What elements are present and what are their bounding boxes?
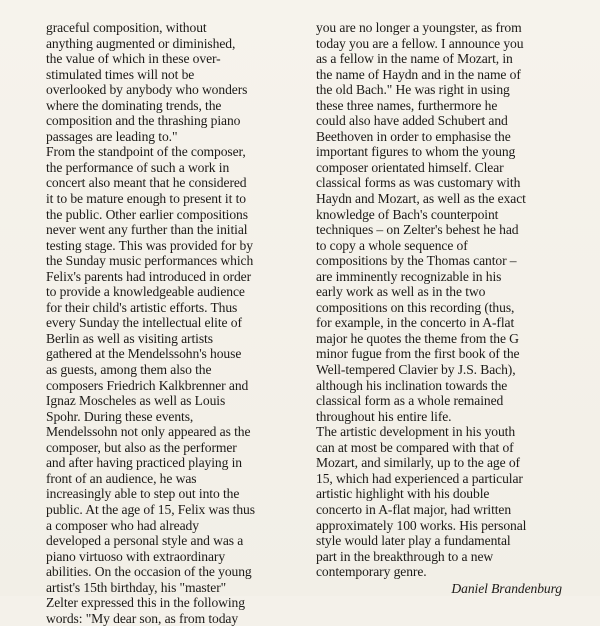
text-line: the performance of such a work in <box>46 159 230 175</box>
text-line: composers Friedrich Kalkbrenner and <box>46 377 249 393</box>
text-line: overlooked by anybody who wonders <box>46 82 248 98</box>
text-line: style would later play a fundamental <box>316 533 511 549</box>
text-line: to copy a whole sequence of <box>316 237 468 253</box>
text-line: composer, but also as the performer <box>46 439 237 455</box>
text-line: contemporary genre. <box>316 564 427 580</box>
text-line: the Sunday music performances which <box>46 253 254 269</box>
text-line: composer orientated himself. Clear <box>316 159 504 175</box>
text-line: From the standpoint of the composer, <box>46 144 246 160</box>
text-line: 15, which had experienced a particular <box>316 470 523 486</box>
text-line: as a fellow in the name of Mozart, in <box>316 51 513 67</box>
text-line: as guests, among them also the <box>46 362 212 378</box>
text-line: knowledge of Bach's counterpoint <box>316 206 499 222</box>
text-line: every Sunday the intellectual elite of <box>46 315 242 331</box>
text-line: concerto in A-flat major, had written <box>316 501 512 517</box>
text-line: Mozart, and similarly, up to the age of <box>316 455 520 471</box>
text-line: stimulated times will not be <box>46 66 195 82</box>
text-line: these three names, furthermore he <box>316 97 498 113</box>
text-line: to provide a knowledgeable audience <box>46 284 245 300</box>
text-line: can at most be compared with that of <box>316 439 514 455</box>
text-line: the value of which in these over- <box>46 51 221 67</box>
text-line: testing stage. This was provided for by <box>46 237 253 253</box>
text-line: increasingly able to step out into the <box>46 486 240 502</box>
text-line: words: "My dear son, as from today <box>46 610 239 626</box>
text-line: gathered at the Mendelssohn's house <box>46 346 242 362</box>
text-line: never went any further than the initial <box>46 222 248 238</box>
text-line: composition and the thrashing piano <box>46 113 241 129</box>
text-line: public. At the age of 15, Felix was thus <box>46 501 255 517</box>
left-column <box>46 20 294 626</box>
text-line: approximately 100 works. His personal <box>316 517 527 533</box>
text-line: abilities. On the occasion of the young <box>46 564 252 580</box>
text-line: classical forms as was customary with <box>316 175 521 191</box>
text-line: Mendelssohn not only appeared as the <box>46 424 251 440</box>
text-line: for example, in the concerto in A-flat <box>316 315 515 331</box>
text-line: Well-tempered Clavier by J.S. Bach), <box>316 362 516 378</box>
text-line: classical form as a whole remained <box>316 393 504 409</box>
text-line: for their child's artistic efforts. Thus <box>46 299 238 315</box>
text-line: the old Bach." He was right in using <box>316 82 510 98</box>
text-line: a composer who had already <box>46 517 199 533</box>
text-line: important figures to whom the young <box>316 144 516 160</box>
text-line: are imminently recognizable in his <box>316 268 502 284</box>
text-line: Ignaz Moscheles as well as Louis <box>46 393 226 409</box>
text-line: passages are leading to." <box>46 128 178 144</box>
text-line: Spohr. During these events, <box>46 408 194 424</box>
text-line: part in the breakthrough to a new <box>316 548 494 564</box>
text-line: artistic highlight with his double <box>316 486 490 502</box>
text-line: developed a personal style and was a <box>46 533 244 549</box>
text-line: Berlin as well as visiting artists <box>46 330 213 346</box>
text-line: you are no longer a youngster, as from <box>316 20 522 35</box>
text-line: concert also meant that he considered <box>46 175 247 191</box>
right-column <box>316 20 564 596</box>
text-line: piano virtuoso with extraordinary <box>46 548 226 564</box>
text-line: artist's 15th birthday, his "master" <box>46 579 227 595</box>
author-signature: Daniel Brandenburg <box>451 580 562 596</box>
text-line: front of an audience, he was <box>46 470 197 486</box>
text-line: today you are a fellow. I announce you <box>316 35 524 51</box>
text-line: where the dominating trends, the <box>46 97 222 113</box>
text-line: graceful composition, without <box>46 20 207 35</box>
text-line: major he quotes the theme from the G <box>316 330 519 346</box>
text-line: Beethoven in order to emphasise the <box>316 128 511 144</box>
text-line: compositions on this recording (thus, <box>316 299 515 315</box>
text-line: the public. Other earlier compositions <box>46 206 248 222</box>
text-line: Felix's parents had introduced in order <box>46 268 252 284</box>
text-line: minor fugue from the first book of the <box>316 346 520 362</box>
text-line: Haydn and Mozart, as well as the exact <box>316 191 526 207</box>
text-line: could also have added Schubert and <box>316 113 508 129</box>
text-line: anything augmented or diminished, <box>46 35 236 51</box>
text-line: compositions by the Thomas cantor – <box>316 253 517 269</box>
text-line: early work as well as in the two <box>316 284 486 300</box>
text-line: Zelter expressed this in the following <box>46 595 245 611</box>
text-line: the name of Haydn and in the name of <box>316 66 521 82</box>
text-line: techniques – on Zelter's behest he had <box>316 222 519 238</box>
text-line: and after having practiced playing in <box>46 455 242 471</box>
text-line: The artistic development in his youth <box>316 424 516 440</box>
text-line: although his inclination towards the <box>316 377 508 393</box>
text-line: it to be mature enough to present it to <box>46 191 246 207</box>
text-line: throughout his entire life. <box>316 408 452 424</box>
